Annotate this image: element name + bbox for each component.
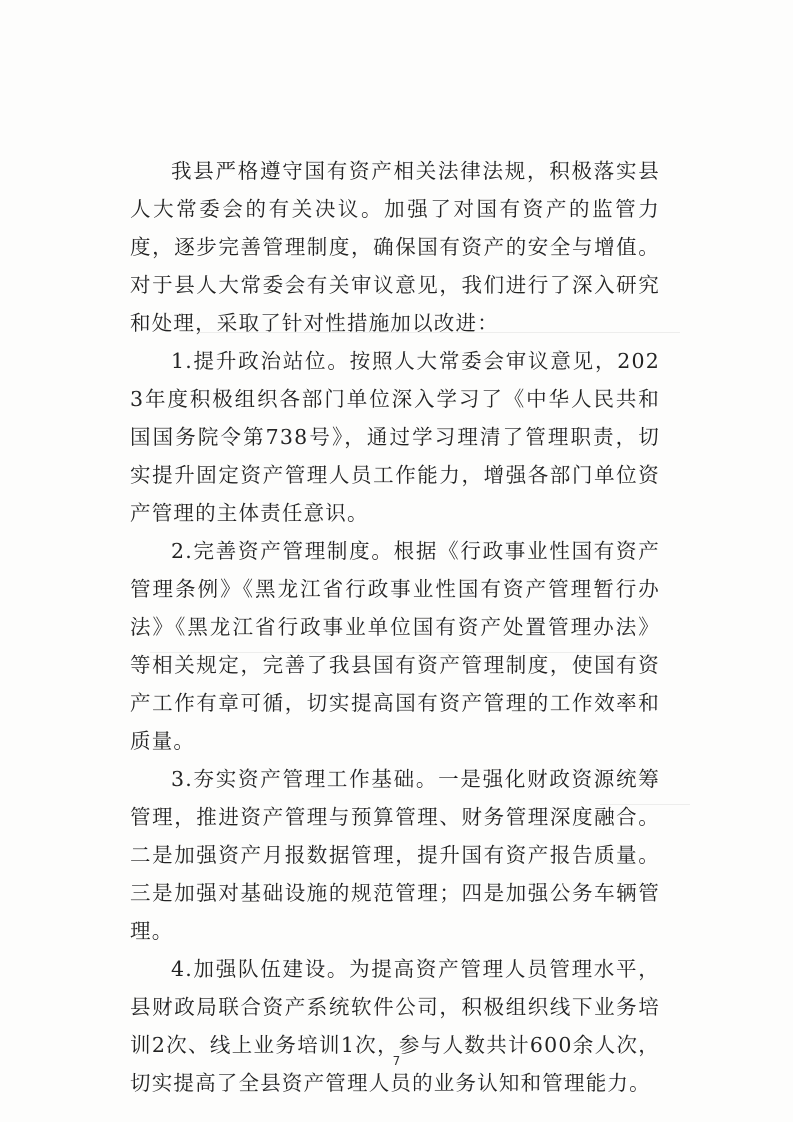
- document-body: [130, 152, 660, 1102]
- paragraph-item-1: 1.提升政治站位。按照人大常委会审议意见，2023年度积极组织各部门单位深入学习了《中华人民共和国国务院令第738号》，通过学习理清了管理职责，切实提升固定资产管理人员工作能力，增强各部门单位资产管理的主体责任意识。: [130, 349, 660, 525]
- paragraph-item-2: 2.完善资产管理制度。根据《行政事业性国有资产管理条例》《黑龙江省行政事业性国有资产管理暂行办法》《黑龙江省行政事业单位国有资产处置管理办法》等相关规定，完善了我县国有资产管理制度，使国有资产工作有章可循，切实提高国有资产管理的工作效率和质量。: [130, 539, 660, 753]
- page-number: 7: [392, 1054, 401, 1068]
- paragraph-intro: 我县严格遵守国有资产相关法律法规，积极落实县人大常委会的有关决议。加强了对国有资产的监管力度，逐步完善管理制度，确保国有资产的安全与增值。对于县人大常委会有关审议意见，我们进行了深入研究和处理，采取了针对性措施加以改进：: [130, 159, 660, 335]
- paragraph-item-4: 4.加强队伍建设。为提高资产管理人员管理水平，县财政局联合资产系统软件公司，积极组织线下业务培训2次、线上业务培训1次，参与人数共计600余人次，切实提高了全县资产管理人员的业务认知和管理能力。: [130, 957, 660, 1095]
- paragraph-item-3: 3.夯实资产管理工作基础。一是强化财政资源统筹管理，推进资产管理与预算管理、财务管理深度融合。二是加强资产月报数据管理，提升国有资产报告质量。三是加强对基础设施的规范管理；四是加强公务车辆管理。: [130, 767, 660, 943]
